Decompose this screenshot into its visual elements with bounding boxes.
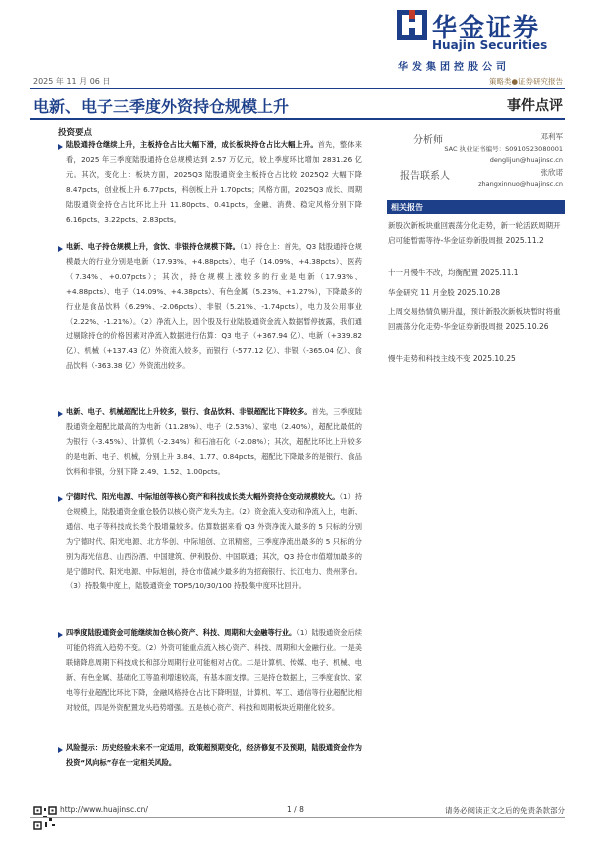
bullet-icon — [58, 144, 63, 150]
paragraph-lead: 宁德时代、阳光电源、中际旭创等核心资产和科技成长类大幅外资持仓变动规模较大。 — [66, 492, 340, 501]
report-date: 2025 年 11 月 06 日 — [33, 77, 111, 86]
report-type: 事件点评 — [507, 98, 563, 114]
page-title: 电新、电子三季度外资持仓规模上升 — [33, 97, 290, 116]
paragraph — [66, 138, 362, 227]
logo-text-en: Huajin Securities — [432, 38, 548, 52]
bullet-icon — [58, 496, 63, 502]
related-reports-header — [387, 200, 565, 214]
paragraph-body: （1）持仓上：首先，Q3 陆股通持仓规模最大的行业分别是电新（17.93%、+4.88pcts）、电子（14.09%、+4.38pcts）、医药（7.34%、+0.07pcts）；其次，持仓规模上涨较多的行业是电新（17.93%、+4.88pcts）、电子（14.09%、+4.38pcts）、有色金属（5.23%、+1.27%），下降最多的行业是食品饮料（6.29%、-2.06pcts）、非银（5.21%、-1.74pcts），电力及公用事业（2.22%、-1.21%）。（2）净流入上，因个股及行业陆股通资金流入数据暂停披露，我们通过剔除持仓的价格因素对净流入数据进行估算：Q3 电子（+367.94 亿）、电新（+339.82 亿）、机械（+137.43 亿）外资流入较多，而银行（-577.12 亿）、非银（-365.04 亿）、食品饮料（-363.38 亿）外资流出较多。 — [66, 242, 362, 371]
analyst-name: 邓利军 — [540, 132, 563, 141]
divider — [30, 817, 565, 818]
related-report-link[interactable]: 十一月慢牛不改，均衡配置 2025.11.1 — [388, 268, 519, 277]
paragraph-lead: 陆股通持仓继续上升，主板持仓占比大幅下滑，成长板块持仓占比大幅上升。 — [66, 140, 318, 149]
website-link[interactable]: http://www.huajinsc.cn/ — [60, 805, 148, 814]
divider — [30, 88, 565, 89]
related-report-link[interactable]: 慢牛走势和科技主线不变 2025.10.25 — [388, 354, 516, 363]
group-name: 华发集团控股公司 — [398, 62, 510, 73]
related-report-link[interactable]: 华金研究 11 月金股 2025.10.28 — [388, 288, 501, 297]
paragraph-body: （1）持仓规模上，陆股通资金重仓股仍以核心资产龙头为主。（2）资金流入变动和净流入上，电新、通信、电子等科技成长类个股增量较多。估算数据来看 Q3 外资净流入最多的 5 只标的分别为宁德时代、阳光电源、北方华创、中际旭创、立讯精密，三季度净流出最多的 5 只标的分别为海光信息、山西汾酒、中国建筑、伊利股份、中国联通；其次，Q3 持仓市值增加最多的是宁德时代、阳光电源、中际旭创，持仓市值减少最多的为招商银行、长江电力、贵州茅台。（3）持股集中度上，陆股通资金 TOP5/10/30/100 持股集中度环比回升。 — [66, 492, 362, 591]
analyst-label: 分析师 — [413, 135, 443, 146]
risk-warning: 风险提示：历史经验未来不一定适用，政策超预期变化，经济修复不及预期，陆股通资金作为投资“风向标”存在一定相关风险。 — [66, 743, 362, 767]
related-reports-title: 相关报告 — [391, 203, 423, 212]
paragraph — [66, 626, 362, 715]
bullet-icon — [58, 747, 63, 753]
bullet-icon — [58, 632, 63, 638]
bullet-icon — [58, 411, 63, 417]
contact-name: 张欣诺 — [540, 168, 563, 177]
paragraph-lead: 电新、电子、机械超配比上升较多，银行、食品饮料、非银超配比下降较多。 — [66, 407, 312, 416]
paragraph-lead: 四季度陆股通资金可能继续加仓核心资产、科技、周期和大金融等行业。 — [66, 628, 297, 637]
related-report-link[interactable]: 新股次新板块重回震荡分化走势，新一轮活跃周期开启可能暂需等待-华金证券新股周报 2025.11.2 — [388, 221, 561, 245]
disclaimer-note: 请务必阅读正文之后的免责条款部分 — [445, 806, 565, 815]
analyst-sac: SAC 执业证书编号：S0910523080001 — [444, 145, 563, 153]
paragraph-body: 首先，三季度陆股通资金超配比最高的为电新（11.28%）、电子（2.53%）、家电（2.40%），超配比最低的为银行（-3.45%）、计算机（-2.34%）和石油石化（-2.08%）；其次，超配比环比上升较多的是电新、电子、机械，分别上升 3.84、1.77、0.84pcts，超配比下降最多的是银行、食品饮料和非银，分别下降 2.49、1.52、1.00pcts。 — [66, 407, 362, 476]
paragraph — [66, 490, 362, 594]
paragraph-lead: 电新、电子持仓规模上升，食饮、非银持仓规模下降。 — [66, 242, 240, 251]
paragraph — [66, 240, 362, 374]
report-category: 策略类●证券研究报告 — [488, 77, 563, 86]
section-heading: 投资要点 — [58, 128, 93, 138]
qr-code-icon — [33, 806, 57, 830]
paragraph-body: （1）陆股通资金后续可能仍将流入趋势不变。（2）外资可能重点流入核心资产、科技、周期和大金融行业。一是美联储降息周期下科技成长和部分周期行业可能相对占优。二是计算机、传媒、电子、机械、电新、有色金属、基础化工等盈利增速较高，有基本面支撑。三是持仓数据上，三季度食饮、家电等行业超配比环比下降，金融风格持仓占比下降明显，计算机、军工、通信等行业超配比相对较低，四是外资配置龙头趋势增强。五是核心资产、科技和周期板块近期催化较多。 — [66, 628, 362, 712]
paragraph — [66, 741, 362, 771]
paragraph-body: 首先，整体来看，2025 年三季度陆股通持仓总规模达到 2.57 万亿元，较上季度环比增加 2831.26 亿元。其次，变化上：板块方面，2025Q3 陆股通资金主板持仓占比较 2025Q2 大幅下降 8.47pcts，创业板上升 6.77pcts，科创板上升 1.70pcts；风格方面，2025Q3 成长、周期陆股通资金持仓占比环比上升 11.80pcts、0.41pcts，金融、消费、稳定风格分别下降 6.16pcts、3.22pcts、2.83pcts。 — [66, 140, 362, 224]
analyst-email[interactable]: denglijun@huajinsc.cn — [489, 156, 563, 164]
related-report-link[interactable]: 上周交易热情负剔升温，预计新股次新板块暂时将重回震荡分化走势-华金证券新股周报 2025.10.26 — [388, 307, 561, 331]
logo-text-cn: 华金证券 — [432, 13, 541, 42]
divider — [30, 118, 565, 120]
bullet-icon — [58, 246, 63, 252]
paragraph — [66, 405, 362, 480]
contact-label: 报告联系人 — [400, 171, 450, 182]
logo-icon — [397, 10, 427, 40]
page-number: 1 / 8 — [287, 805, 304, 814]
contact-email[interactable]: zhangxinnuo@huajinsc.cn — [478, 180, 563, 188]
